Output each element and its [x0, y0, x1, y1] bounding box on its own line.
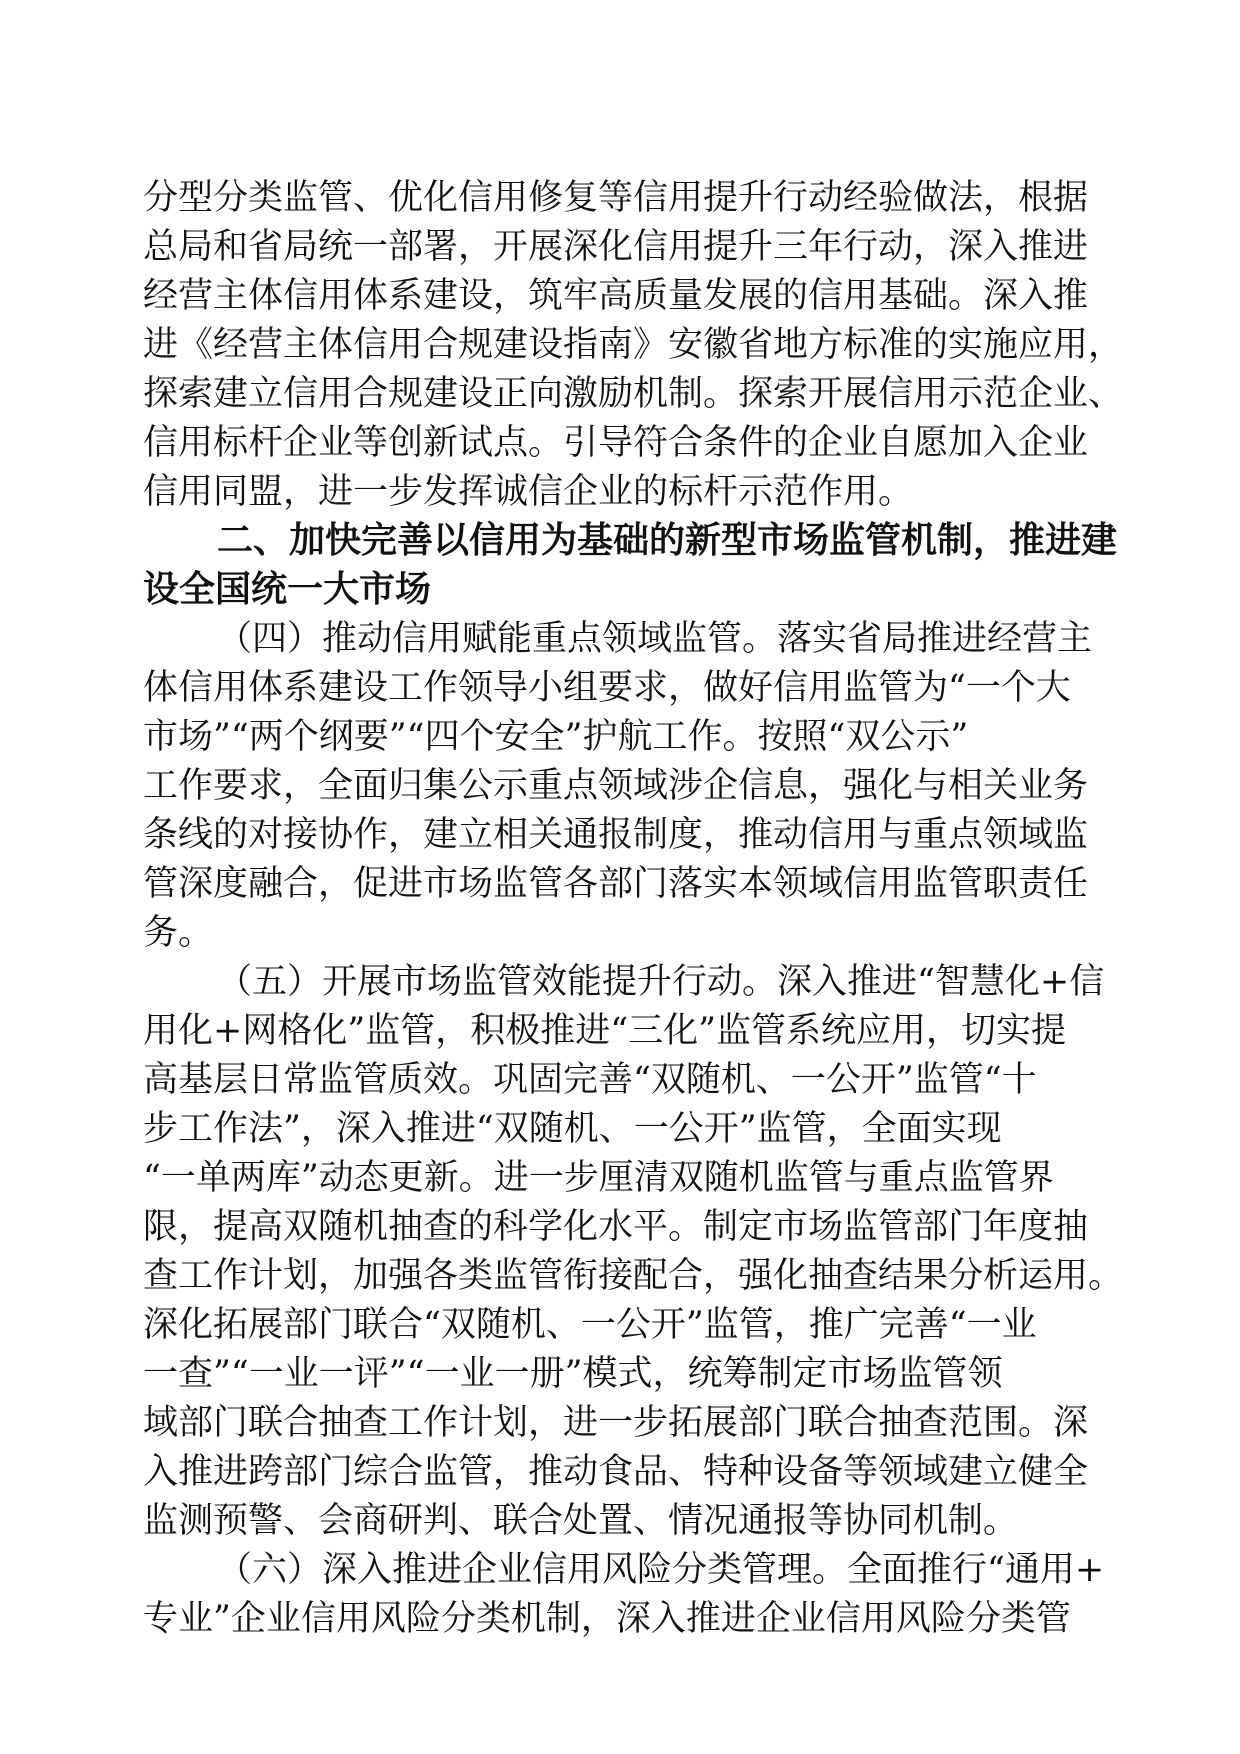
text-line: 一查”“一业一评”“一业一册”模式，统筹制定市场监管领: [143, 1354, 1003, 1394]
text-line: （四）推动信用赋能重点领域监管。落实省局推进经营主: [217, 619, 1093, 659]
text-line: 条线的对接协作，建立相关通报制度，推动信用与重点领域监: [143, 815, 1089, 855]
text-line: 探索建立信用合规建设正向激励机制。探索开展信用示范企业、: [143, 374, 1124, 414]
text-line: 入推进跨部门综合监管，推动食品、特种设备等领域建立健全: [143, 1452, 1089, 1492]
text-line: 总局和省局统一部署，开展深化信用提升三年行动，深入推进: [143, 227, 1089, 267]
text-line: 管深度融合，促进市场监管各部门落实本领域信用监管职责任: [143, 864, 1089, 904]
text-line: 工作要求，全面归集公示重点领域涉企信息，强化与相关业务: [143, 766, 1089, 806]
text-line: 信用标杆企业等创新试点。引导符合条件的企业自愿加入企业: [143, 423, 1089, 463]
text-line: 深化拓展部门联合“双随机、一公开”监管，推广完善“一业: [143, 1305, 1037, 1345]
text-line: 高基层日常监管质效。巩固完善“双随机、一公开”监管“十: [143, 1060, 1037, 1100]
text-line: 限，提高双随机抽查的科学化水平。制定市场监管部门年度抽: [143, 1207, 1089, 1247]
text-line: 进《经营主体信用合规建设指南》安徽省地方标准的实施应用，: [143, 325, 1124, 365]
text-line: 监测预警、会商研判、联合处置、情况通报等协同机制。: [143, 1501, 1019, 1541]
text-line: 体信用体系建设工作领导小组要求，做好信用监管为“一个大: [143, 668, 1071, 708]
text-line: （五）开展市场监管效能提升行动。深入推进“智慧化+信: [217, 962, 1105, 1002]
text-line: 信用同盟，进一步发挥诚信企业的标杆示范作用。: [143, 472, 914, 512]
text-line: 步工作法”，深入推进“双随机、一公开”监管，全面实现: [143, 1109, 1002, 1149]
text-line: 用化+网格化”监管，积极推进“三化”监管系统应用，切实提: [143, 1011, 1067, 1051]
text-line: 分型分类监管、优化信用修复等信用提升行动经验做法，根据: [143, 178, 1089, 218]
text-line: 市场”“两个纲要”“四个安全”护航工作。按照“双公示”: [143, 717, 969, 757]
text-line: “一单两库”动态更新。进一步厘清双随机监管与重点监管界: [143, 1158, 1054, 1198]
text-line: 域部门联合抽查工作计划，进一步拓展部门联合抽查范围。深: [143, 1403, 1089, 1443]
text-line: 专业”企业信用风险分类机制，深入推进企业信用风险分类管: [143, 1599, 1071, 1639]
text-line: 查工作计划，加强各类监管衔接配合，强化抽查结果分析运用。: [143, 1256, 1124, 1296]
text-line: 经营主体信用体系建设，筑牢高质量发展的信用基础。深入推: [143, 276, 1089, 316]
heading-line: 设全国统一大市场: [143, 569, 432, 610]
heading-line: 二、加快完善以信用为基础的新型市场监管机制，推进建: [217, 520, 1118, 561]
text-line: （六）深入推进企业信用风险分类管理。全面推行“通用+: [217, 1550, 1105, 1590]
text-line: 务。: [143, 913, 214, 953]
